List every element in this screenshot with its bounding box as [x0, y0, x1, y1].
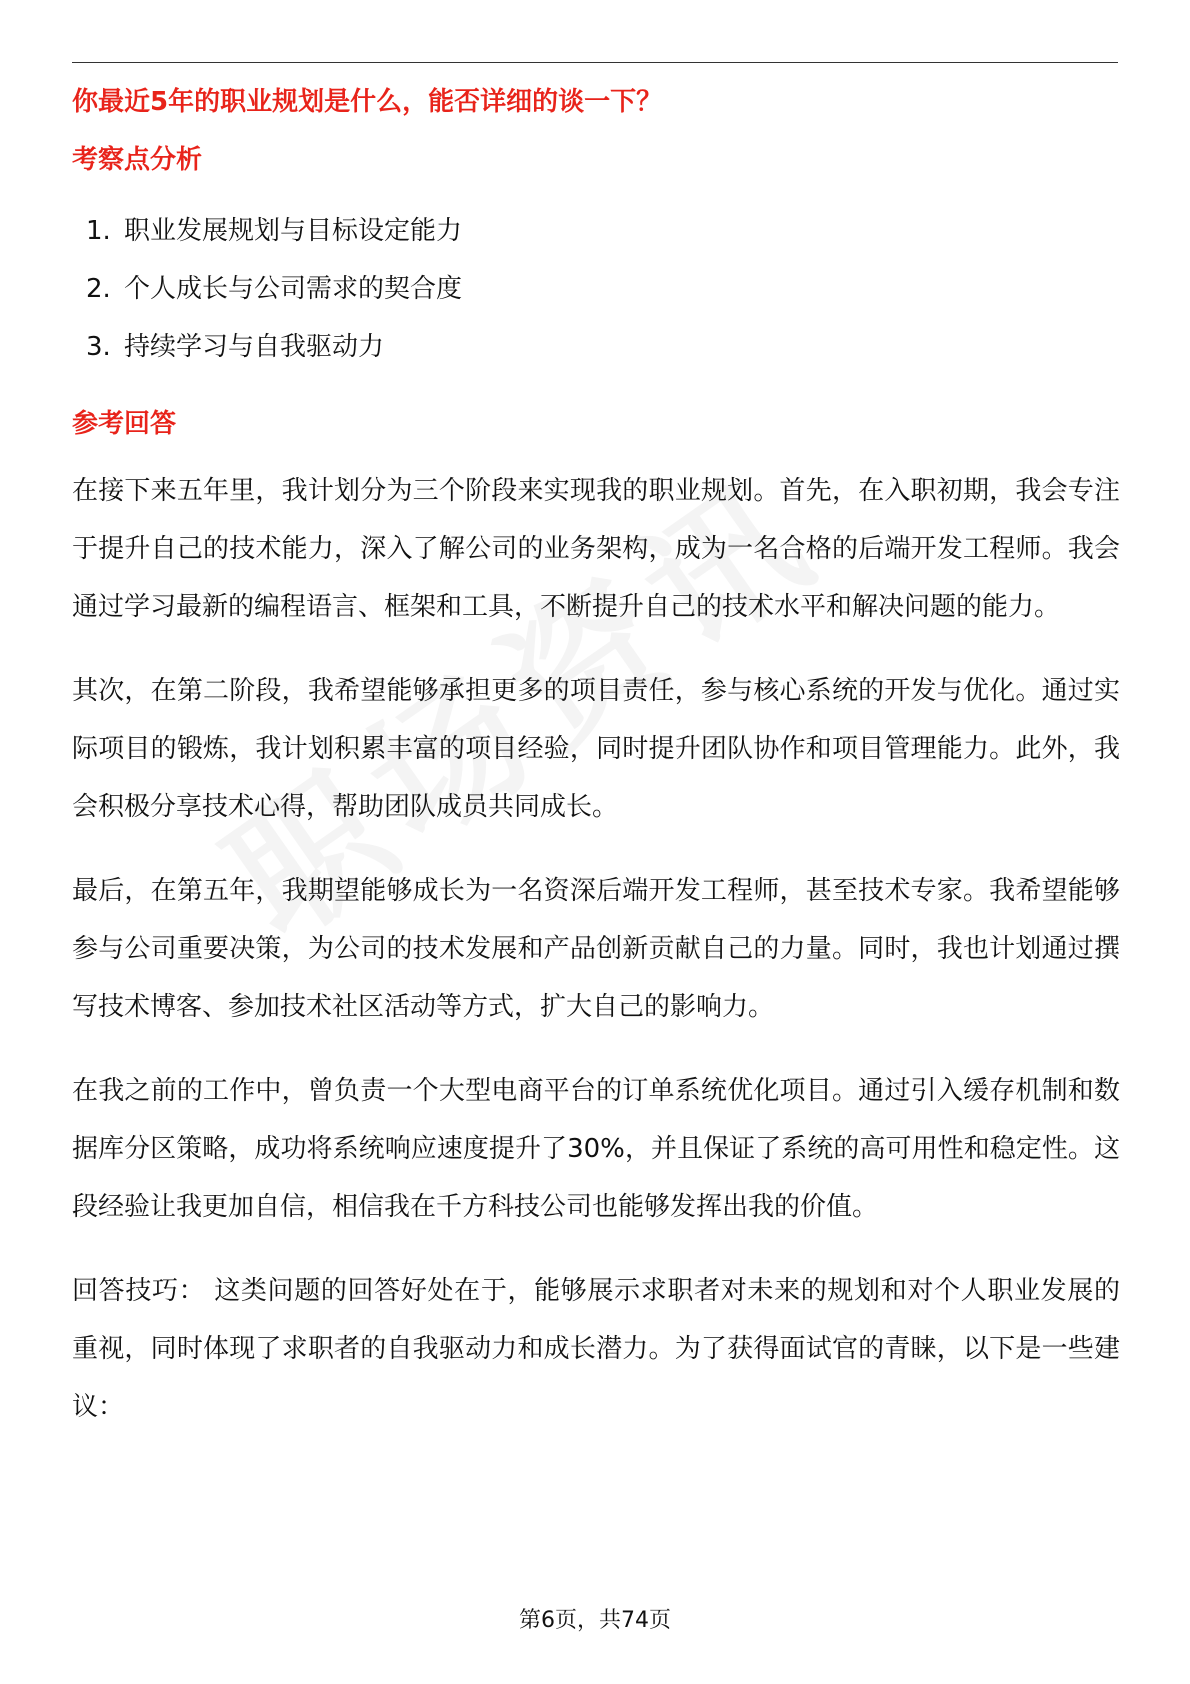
answer-paragraph: 在我之前的工作中，曾负责一个大型电商平台的订单系统优化项目。通过引入缓存机制和数据库分区策略，成功将系统响应速度提升了30%，并且保证了系统的高可用性和稳定性。这段经验让我更加自信，相信我在千方科技公司也能够发挥出我的价值。 — [72, 1076, 1120, 1222]
list-item — [86, 202, 1120, 260]
analysis-points-list — [72, 202, 1120, 376]
list-item — [86, 260, 1120, 318]
list-item-number: 1. — [86, 216, 111, 246]
list-item-number: 2. — [86, 274, 111, 304]
page-content — [72, 82, 1120, 1462]
list-item-text: 个人成长与公司需求的契合度 — [124, 274, 463, 304]
top-divider — [72, 62, 1118, 63]
page-number-footer: 第6页，共74页 — [519, 1608, 671, 1633]
list-item-text: 持续学习与自我驱动力 — [124, 332, 385, 362]
question-title: 你最近5年的职业规划是什么，能否详细的谈一下？ — [72, 87, 663, 117]
list-item-number: 3. — [86, 332, 111, 362]
answer-paragraph: 其次，在第二阶段，我希望能够承担更多的项目责任，参与核心系统的开发与优化。通过实际项目的锻炼，我计划积累丰富的项目经验，同时提升团队协作和项目管理能力。此外，我会积极分享技术心得，帮助团队成员共同成长。 — [72, 676, 1120, 822]
answer-tips-paragraph: 回答技巧： 这类问题的回答好处在于，能够展示求职者对未来的规划和对个人职业发展的重视，同时体现了求职者的自我驱动力和成长潜力。为了获得面试官的青睐，以下是一些建议： — [72, 1276, 1120, 1422]
answer-paragraph: 在接下来五年里，我计划分为三个阶段来实现我的职业规划。首先，在入职初期，我会专注于提升自己的技术能力，深入了解公司的业务架构，成为一名合格的后端开发工程师。我会通过学习最新的编程语言、框架和工具，不断提升自己的技术水平和解决问题的能力。 — [72, 476, 1120, 622]
list-item-text: 职业发展规划与目标设定能力 — [124, 216, 463, 246]
answer-heading: 参考回答 — [72, 409, 177, 439]
analysis-heading: 考察点分析 — [72, 145, 203, 175]
answer-paragraph: 最后，在第五年，我期望能够成长为一名资深后端开发工程师，甚至技术专家。我希望能够参与公司重要决策，为公司的技术发展和产品创新贡献自己的力量。同时，我也计划通过撰写技术博客、参加技术社区活动等方式，扩大自己的影响力。 — [72, 876, 1120, 1022]
list-item — [86, 318, 1120, 376]
